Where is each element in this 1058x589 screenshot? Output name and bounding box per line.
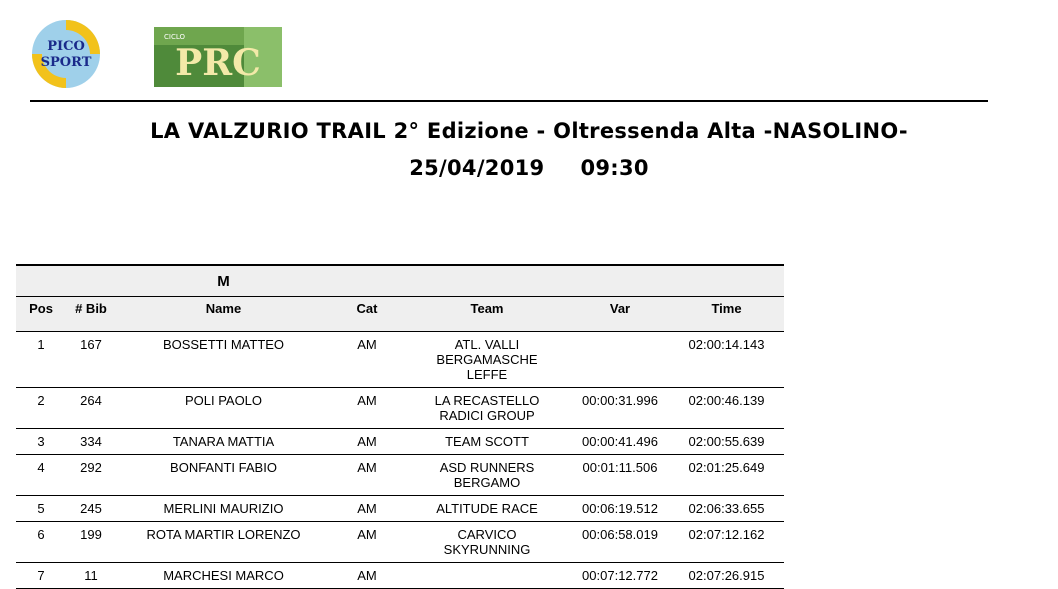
svg-text:CICLO: CICLO — [164, 33, 185, 41]
cell-name: ROTA MARTIR LORENZO — [116, 522, 331, 563]
cell-time: 02:07:12.162 — [669, 522, 784, 563]
cell-bib: 199 — [66, 522, 116, 563]
team-line: ASD RUNNERS — [439, 460, 535, 475]
cell-cat: AM — [331, 332, 403, 388]
table-row — [16, 332, 784, 388]
cell-var: 00:00:41.496 — [571, 429, 669, 455]
category-row — [16, 265, 784, 297]
cell-time: 02:00:46.139 — [669, 388, 784, 429]
team-line: ATL. VALLI — [454, 337, 520, 352]
header-row — [16, 297, 784, 332]
results-table — [16, 264, 784, 589]
event-date: 25/04/2019 — [409, 156, 545, 180]
cell-pos: 7 — [16, 563, 66, 589]
cell-bib: 11 — [66, 563, 116, 589]
cell-cat: AM — [331, 496, 403, 522]
cell-team — [403, 455, 571, 496]
col-time: Time — [669, 297, 784, 332]
cell-cat: AM — [331, 388, 403, 429]
cell-var: 00:01:11.506 — [571, 455, 669, 496]
col-team: Team — [403, 297, 571, 332]
event-time: 09:30 — [580, 156, 649, 180]
cell-team — [403, 496, 571, 522]
table-row — [16, 496, 784, 522]
header-divider — [30, 100, 988, 102]
cell-name: POLI PAOLO — [116, 388, 331, 429]
ciclo-prc-logo — [154, 27, 282, 87]
cell-bib: 245 — [66, 496, 116, 522]
cell-name: BONFANTI FABIO — [116, 455, 331, 496]
cell-pos: 5 — [16, 496, 66, 522]
cell-var: 00:00:31.996 — [571, 388, 669, 429]
cell-pos: 4 — [16, 455, 66, 496]
cell-bib: 292 — [66, 455, 116, 496]
cell-var: 00:06:19.512 — [571, 496, 669, 522]
cell-name: BOSSETTI MATTEO — [116, 332, 331, 388]
team-line: ALTITUDE RACE — [436, 501, 538, 516]
team-line: RADICI GROUP — [439, 408, 535, 423]
col-var: Var — [571, 297, 669, 332]
team-line: LEFFE — [466, 367, 508, 382]
table-row — [16, 455, 784, 496]
cell-bib: 167 — [66, 332, 116, 388]
col-cat: Cat — [331, 297, 403, 332]
svg-text:SPORT: SPORT — [40, 55, 92, 70]
col-bib: # Bib — [66, 297, 116, 332]
cell-var: 00:06:58.019 — [571, 522, 669, 563]
team-line: SKYRUNNING — [443, 542, 531, 557]
cell-time: 02:01:25.649 — [669, 455, 784, 496]
col-name: Name — [116, 297, 331, 332]
pico-sport-logo — [30, 18, 102, 88]
team-line: BERGAMASCHE — [436, 352, 538, 367]
cell-team — [403, 429, 571, 455]
cell-pos: 2 — [16, 388, 66, 429]
cell-name: TANARA MATTIA — [116, 429, 331, 455]
cell-cat: AM — [331, 429, 403, 455]
table-row — [16, 522, 784, 563]
team-line: LA RECASTELLO — [434, 393, 540, 408]
cell-time: 02:07:26.915 — [669, 563, 784, 589]
cell-cat: AM — [331, 563, 403, 589]
cell-name: MERLINI MAURIZIO — [116, 496, 331, 522]
cell-var: 00:07:12.772 — [571, 563, 669, 589]
team-line: BERGAMO — [453, 475, 521, 490]
svg-text:PRC: PRC — [175, 42, 261, 84]
cell-cat: AM — [331, 522, 403, 563]
cell-team — [403, 388, 571, 429]
event-title: LA VALZURIO TRAIL 2° Edizione - Oltressenda Alta -NASOLINO- — [150, 119, 908, 143]
table-row — [16, 429, 784, 455]
event-datetime — [0, 156, 1058, 180]
cell-bib: 334 — [66, 429, 116, 455]
cell-team — [403, 332, 571, 388]
cell-team — [403, 522, 571, 563]
table-row — [16, 388, 784, 429]
col-pos: Pos — [16, 297, 66, 332]
cell-cat: AM — [331, 455, 403, 496]
cell-var — [571, 332, 669, 388]
cell-name: MARCHESI MARCO — [116, 563, 331, 589]
category-label: M — [116, 265, 331, 297]
cell-team — [403, 563, 571, 589]
cell-time: 02:06:33.655 — [669, 496, 784, 522]
team-line: TEAM SCOTT — [445, 434, 529, 449]
team-line: CARVICO — [457, 527, 517, 542]
cell-pos: 6 — [16, 522, 66, 563]
cell-pos: 1 — [16, 332, 66, 388]
cell-time: 02:00:55.639 — [669, 429, 784, 455]
table-row — [16, 563, 784, 589]
cell-time: 02:00:14.143 — [669, 332, 784, 388]
svg-text:PICO: PICO — [47, 39, 85, 54]
cell-pos: 3 — [16, 429, 66, 455]
cell-bib: 264 — [66, 388, 116, 429]
